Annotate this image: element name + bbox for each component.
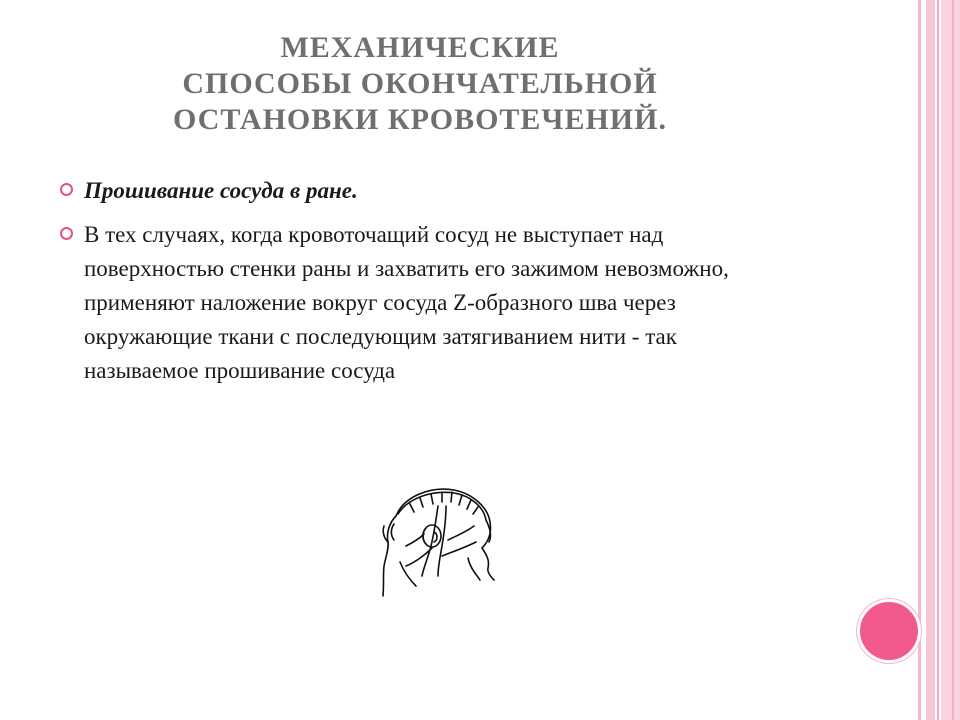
title-line: МЕХАНИЧЕСКИЕ [280,31,560,64]
bullet-item [58,174,838,208]
ring-bullet-icon [60,227,73,240]
bullet-body-text: В тех случаях, когда кровоточащий сосуд не выступает над поверхностью стенки раны и захватить его зажимом невозможно, применяют наложение вокруг сосуда Z-образного шва через окружающие ткани с последующим затягиванием нити - так называемое прошивание сосуда [84,222,729,383]
pink-circle-button[interactable] [857,599,921,663]
vessel-suture-illustration [376,476,502,600]
title-line: ОСТАНОВКИ КРОВОТЕЧЕНИЙ. [173,103,667,136]
slide-title [120,30,720,138]
bullet-list [58,174,838,388]
decor-stripe [937,0,939,720]
ring-bullet-icon [60,183,73,196]
decor-stripe [952,0,954,720]
decor-stripe [926,0,935,720]
decor-stripe [941,0,960,720]
title-line: СПОСОБЫ ОКОНЧАТЕЛЬНОЙ [182,67,658,100]
decor-stripe [918,0,921,720]
bullet-item [58,218,838,388]
bullet-heading: Прошивание сосуда в ране. [84,178,358,203]
